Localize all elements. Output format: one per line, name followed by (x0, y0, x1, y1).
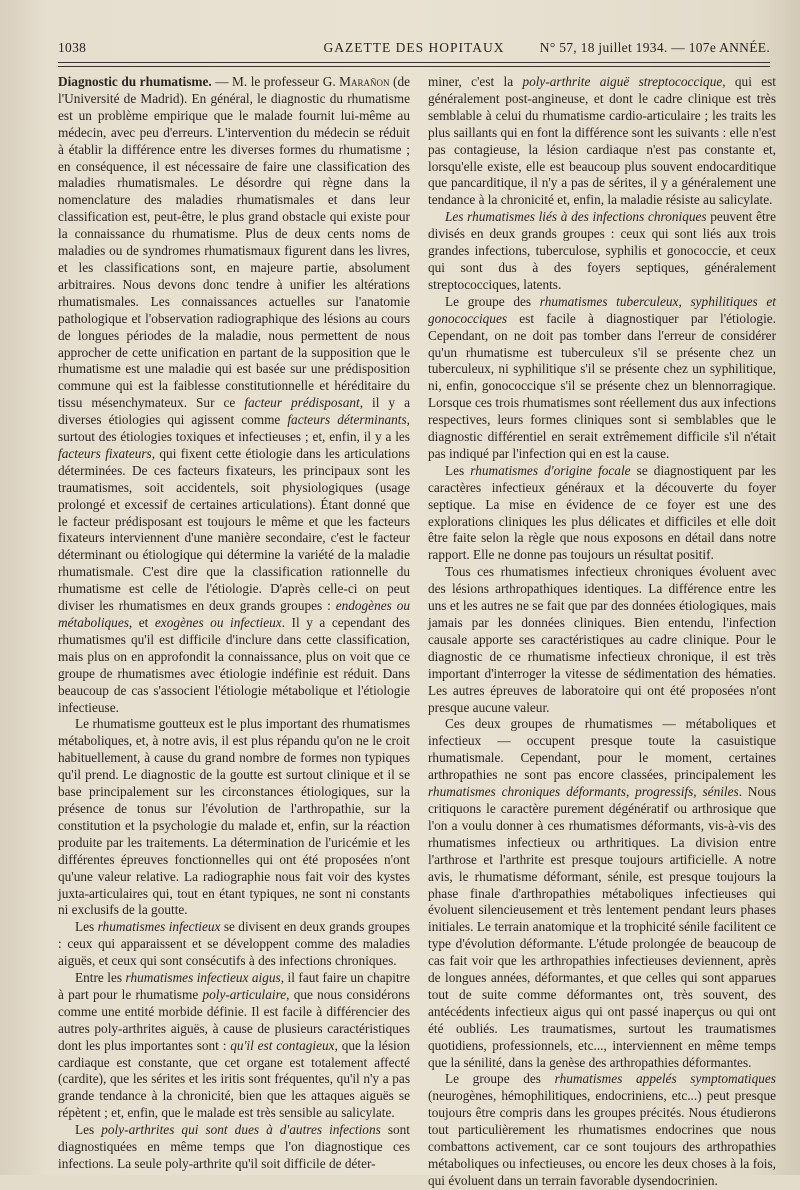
text-run: Les (75, 1122, 102, 1138)
text-run: Le groupe des (445, 293, 540, 309)
text-run: (de l'Université de Madrid). En général, le diagnostic du rhumatisme est un problème empirique que le malade fournit lui-même au médecin, avec peu d'erreurs. L'intervention du médecin se réduit à établir la différence entre les diverses formes du rhumatisme ; en conséquence, il est nécessaire de faire une classification des maladies rhumatismales. Le désordre qui règne dans la nomenclature des maladies rhumatismales et dans leur classification est, peut-être, le plus grand obstacle qui existe pour la connaissance du rhumatisme. Plus de deux cents noms de maladies ou de syndromes rhumatismaux figurent dans les livres, et les classifications sont, en majeure partie, absolument arbitraires. Nous devons donc tendre à unifier les altérations rhumatismales. Les connaissances actuelles sur l'anatomie pathologique et l'observation radiographique des lésions au cours de longues périodes de la maladie, nous permettent de nous approcher de cette unification en partant de la supposition que le rhumatisme est une maladie qui est basée sur une prédisposition commune qui est la faiblesse constitutionnelle et héréditaire du tissu mésenchymateux. Sur ce (58, 74, 410, 411)
paragraph (428, 209, 776, 294)
header-rule (58, 66, 770, 67)
article-heading: Diagnostic du rhumatisme. (58, 74, 212, 89)
text-run: , qui est généralement post-angineuse, et dont le cadre clinique est très semblable à celui du rhumatisme cardio-articulaire ; les traits les plus saillants qui en font la différence sont les suivants : elle n'est pas contagieuse, la lésion cardiaque n'est pas constante et, lorsqu'elle existe, elle est beaucoup plus souvent endocarditique que pancarditique, il n'y a pas de sérites, il y a généralement une tendance à la chronicité et, enfin, la maladie résiste au salicylate. (428, 74, 776, 208)
text-run: Ces deux groupes de rhumatismes — métaboliques et infectieux — occupent presque toute la casuistique rhumatismale. Cependant, pour le moment, certaines arthropathies ne sont pas encore classées, principalement les (428, 716, 776, 783)
italic-term: poly-articulaire (202, 986, 287, 1002)
italic-term: rhumatismes appelés symptomatiques (554, 1071, 776, 1087)
text-run: , il faut faire un chapitre à part pour le rhumatisme (58, 970, 410, 1002)
italic-term: rhumatismes chroniques déformants, progressifs, séniles (428, 784, 739, 800)
text-run: , que nous considérons comme une entité morbide définie. Il est facile à différencier des autres poly-arthrites aiguës, à cause de plusieurs caractéristiques dont les plus importantes sont : (58, 986, 410, 1053)
italic-term: rhumatismes infectieux (97, 919, 221, 935)
issue-info: N° 57, 18 juillet 1934. — 107e ANNÉE. (539, 40, 770, 55)
journal-title: GAZETTE DES HOPITAUX (323, 40, 505, 55)
author-name: Marañon (339, 74, 390, 89)
paragraph (428, 463, 776, 564)
paragraph (58, 74, 410, 716)
italic-term: Les rhumatismes liés à des infections chroniques (445, 209, 707, 225)
paragraph: Le rhumatisme goutteux est le plus important des rhumatismes métaboliques, et, à notre avis, il est plus répandu qu'on ne le croit habituellement, à cause du grand nombre de formes non typiques qu'il prend. Le diagnostic de la goutte est surtout clinique et il se base principalement sur les circonstances étiologiques, sur la présence de tonus sur l'évolution de l'arthropathie, sur la constitution et la psychologie du malade et, enfin, sur la réaction produite par les traitements. La détermination de l'uricémie et les différentes épreuves fonctionnelles qui ont été proposées n'ont qu'une valeur relative. La radiographie nous fait voir des kystes juxta-articulaires qui, tout en étant typiques, ne sont ni constants ni exclusifs de la goutte. (58, 716, 410, 918)
text-run: peuvent être divisés en deux grands groupes : ceux qui sont liés aux trois grandes infections, tuberculose, syphilis et gonococcie, et ceux qui sont dus à des foyers septiques, généralement streptococciques, latents. (428, 209, 776, 292)
paragraph (428, 294, 776, 463)
italic-term: qu'il est contagieux (230, 1037, 335, 1053)
text-run: se diagnostiquent par les caractères infectieux généraux et la découverte du foyer septique. La mise en évidence de ce foyer est une des explorations cliniques les plus délicates et difficiles et elle doit être faite selon la règle que nous exposons en détail dans notre rapport. Elle ne donne pas toujours un résultat positif. (428, 462, 776, 563)
italic-term: facteur prédisposant (244, 395, 360, 411)
text-run: Les (445, 462, 471, 478)
paragraph (58, 1122, 410, 1173)
text-run: , il y a diverses étiologies qui agissent comme (58, 395, 410, 428)
paragraph (58, 919, 410, 970)
left-column (58, 74, 410, 1173)
paragraph (428, 1071, 776, 1189)
text-run: , que la lésion cardiaque est constante, que cet organe est totalement affecté (cardite), que les sérites et les iritis sont fréquentes, qu'il n'y a pas grande tendance à la chronicité, bien que les attaques aiguës se répètent ; et, enfin, que le malade est très sensible au salicylate. (58, 1037, 410, 1121)
text-run: Les (75, 919, 98, 935)
text-run: , et (128, 615, 155, 630)
text-run: , qui fixent cette étiologie dans les articulations déterminées. De ces facteurs fixateurs, les principaux sont les traumatismes, soit accidentels, soit physiologiques (usage prolongé et excessif de certaines articulations). Étant donné que le facteur prédisposant est toujours le même et que les facteurs fixateurs interviennent d'une manière secondaire, c'est le facteur déterminant ou étiologique qui détermine la variété de la maladie rhumatismale. C'est dire que la classification rationnelle du rhumatisme est celle de l'étiologie. D'après celle-ci on peut diviser les rhumatismes en deux grands groupes : (58, 445, 411, 614)
page-number: 1038 (58, 40, 87, 55)
italic-term: rhumatismes infectieux aigus (125, 970, 281, 986)
text-run: Le groupe des (445, 1071, 555, 1087)
italic-term: poly-arthrite aiguë streptococcique (522, 74, 723, 89)
text-run: . Nous critiquons le caractère purement dégénératif ou arthrosique que l'on a voulu donner à ces rhumatismes déformants, vis-à-vis des rhumatismes infectieux ou arthritiques. La division entre l'arthrose et l'arthrite est presque toujours artificielle. A notre avis, le rhumatisme déformant, sénile, est presque toujours la phase finale d'arthropathies métaboliques infectieuses qui évoluent silencieusement et très lentement pendant leurs phases initiales. Le terrain anatomique et la trophicité sénile facilitent ce type d'évolution déformante. L'étude prolongée de beaucoup de cas fait voir que les arthropathies infectieuses deviennent, après de longues années, déformantes, et que celles qui sont apparues tout de suite comme déformantes ont, très souvent, des antécédents infectieux aigus qui ont passé inaperçus ou qui ont été oubliés. Les traumatismes, surtout les traumatismes quotidiens, professionnels, etc..., interviennent en même temps que la sénilité, dans la genèse des arthropathies déformantes. (428, 784, 776, 1070)
italic-term: endogènes ou métaboliques (58, 598, 410, 630)
paragraph (58, 970, 410, 1122)
text-run: miner, c'est la (428, 74, 523, 89)
text-run: sont diagnostiquées en même temps que l'on diagnostique ces infections. La seule poly-arthrite qu'il soit difficile de déter- (58, 1122, 410, 1171)
paragraph: Tous ces rhumatismes infectieux chroniques évoluent avec des lésions arthropathiques identiques. La différence entre les uns et les autres ne se fait que par des données étiologiques, mais jamais par les données cliniques. Bien entendu, l'infection causale apporte ses caractéristiques au cadre clinique. Pour le diagnostic de ce rhumatisme infectieux chronique, il est très important d'interroger la vitesse de sédimentation des hématies. Les autres épreuves de laboratoire qui ont été proposées n'ont presque aucune valeur. (428, 564, 776, 715)
italic-term: rhumatismes d'origine focale (470, 462, 631, 478)
right-column (428, 74, 776, 1190)
italic-term: facteurs déterminants (287, 412, 407, 428)
header-rule (58, 62, 770, 63)
text-run: — M. le professeur G. (211, 74, 340, 89)
text-run: (neurogènes, hémophilitiques, endocriniens, etc...) peut presque toujours être compris dans les groupes précités. Nous étudierons tout particulièrement les rhumatismes endocrines que nous combattons activement, car ce sont toujours des arthropathies métaboliques ou infectieuses, ou encore les deux choses à la fois, qui évoluent dans un terrain favorable dysendocrinien. (428, 1088, 776, 1188)
text-run: Entre les (75, 970, 126, 986)
italic-term: exogènes ou infectieux (154, 615, 282, 630)
italic-term: rhumatismes tuberculeux, syphilitiques et gonococciques (428, 293, 776, 326)
paragraph (428, 74, 776, 209)
paragraph (428, 716, 776, 1071)
italic-term: poly-arthrites qui sont dues à d'autres infections (101, 1122, 381, 1138)
text-run: , surtout des étiologies toxiques et infectieuses ; et, enfin, il y a les (58, 412, 410, 445)
page-header (58, 36, 770, 58)
text-run: se divisent en deux grands groupes : ceux qui apparaissent et se développent comme des maladies aiguës, et ceux qui sont consécutifs à des infections chroniques. (58, 919, 410, 969)
text-run: . Il y a cependant des rhumatismes qu'il est difficile d'inclure dans cette classification, mais plus on en approfondit la connaissance, plus on voit que ce groupe de rhumatismes avec étiologie indéfinie est réduit. Dans beaucoup de cas s'associent l'étiologie métabolique et l'étiologie infectieuse. (58, 615, 410, 715)
italic-term: facteurs fixateurs (58, 445, 152, 461)
text-run: est facile à diagnostiquer par l'étiologie. Cependant, on ne doit pas tomber dans l'erreur de considérer qu'un rhumatisme est tuberculeux s'il se présente chez un tuberculeux, ni syphilitique s'il se présente chez un syphilitique, ni, enfin, gonococcique s'il se présente chez un blennorragique. Lorsque ces trois rhumatismes sont réellement dus aux infections respectives, leurs formes cliniques sont si semblables que le diagnostic différentiel en serait extrêmement difficile s'il n'était pas indiqué par l'infection qui en est la cause. (428, 310, 776, 461)
